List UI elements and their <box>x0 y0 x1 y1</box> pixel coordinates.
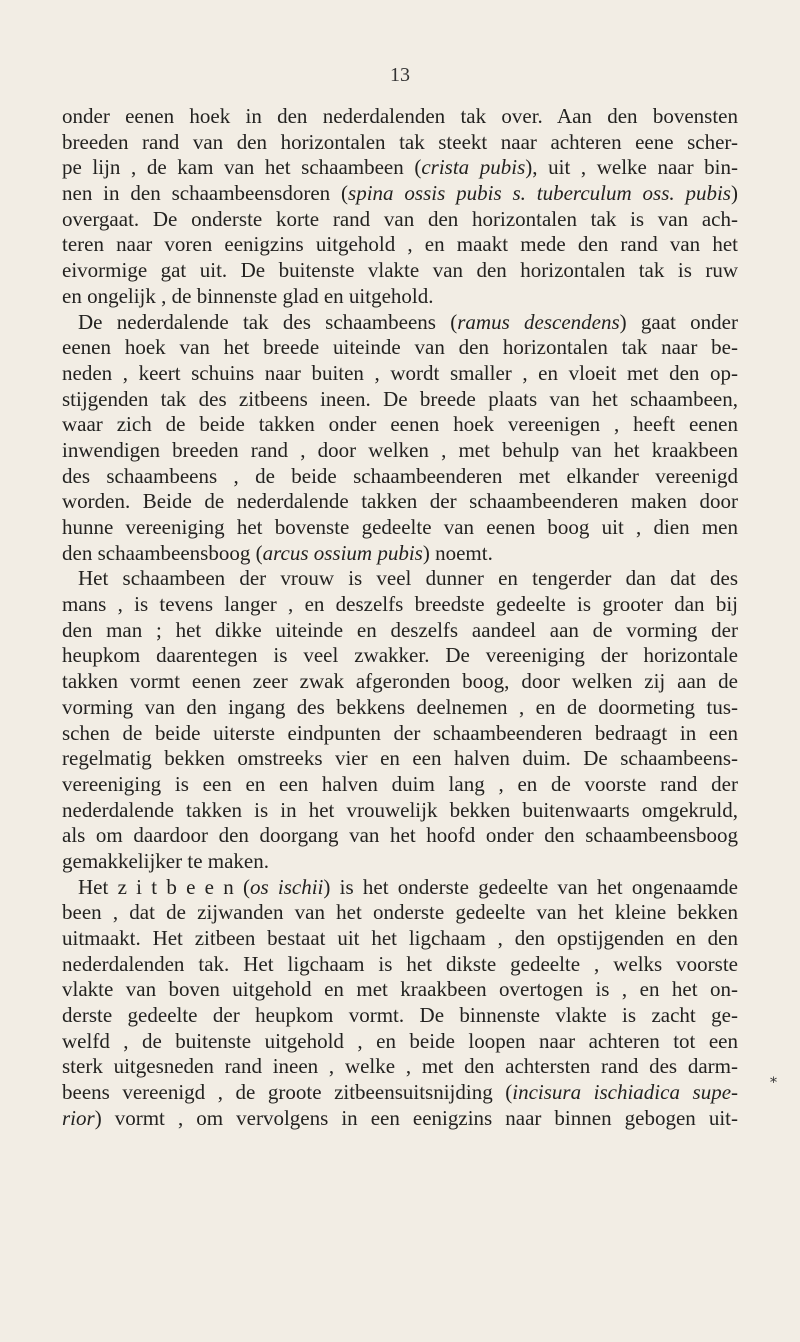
text-line <box>62 721 738 747</box>
text-line <box>62 181 738 207</box>
body-text <box>62 104 738 1132</box>
text-segment: hunne vereeniging het bovenste gedeelte van eenen boog uit , dien men <box>62 515 738 539</box>
text-line <box>62 412 738 438</box>
text-segment: den schaambeensboog ( <box>62 540 263 565</box>
text-line <box>62 746 738 772</box>
text-segment: des schaambeens , de beide schaambeenderen met elkander vereenigd <box>62 463 738 488</box>
text-line <box>62 335 738 361</box>
latin-term: incisura ischiadica supe- <box>512 1080 738 1105</box>
text-line <box>62 361 738 387</box>
text-segment: pe lijn , de kam van het schaambeen ( <box>62 155 422 180</box>
text-line <box>62 1029 738 1055</box>
text-segment: welfd , de buitenste uitgehold , en beide loopen naar achteren tot een <box>62 1028 738 1053</box>
text-segment: ) <box>730 181 738 206</box>
text-line <box>62 232 738 258</box>
text-segment: takken vormt eenen zeer zwak afgeronden boog, door welken zij aan de <box>62 669 738 694</box>
text-line <box>62 104 738 130</box>
text-line <box>62 1080 738 1106</box>
text-line <box>62 695 738 721</box>
text-line <box>62 541 738 567</box>
text-segment: De nederdalende tak des schaambeens ( <box>78 309 458 334</box>
text-segment: vorming van den ingang des bekkens deelnemen , en de doormeting tus- <box>62 694 738 719</box>
text-line <box>62 387 738 413</box>
text-segment: been , dat de zijwanden van het onderste gedeelte van het kleine bekken <box>62 900 738 925</box>
text-line <box>62 566 738 592</box>
text-line <box>62 952 738 978</box>
text-line <box>62 1054 738 1080</box>
text-line <box>62 155 738 181</box>
text-line <box>62 900 738 926</box>
text-segment: sterk uitgesneden rand ineen , welke , met den achtersten rand des darm- <box>62 1054 738 1079</box>
text-line <box>62 130 738 156</box>
text-segment: inwendigen breeden rand , door welken , met behulp van het kraakbeen <box>62 437 738 462</box>
text-segment: heupkom daarentegen is veel zwakker. De vereeniging der horizontale <box>62 643 738 668</box>
text-segment: Het schaambeen der vrouw is veel dunner en tengerder dan dat des <box>78 566 738 591</box>
text-segment: den man ; het dikke uiteinde en deszelfs aandeel aan de vorming der <box>62 617 738 642</box>
page-number: 13 <box>390 64 410 86</box>
text-segment: onder eenen hoek in den nederdalenden tak over. Aan den bovensten <box>62 104 738 128</box>
text-segment: waar zich de beide takken onder eenen hoek vereenigen , heeft eenen <box>62 412 738 437</box>
text-line <box>62 207 738 233</box>
text-segment: stijgenden tak des zitbeens ineen. De breede plaats van het schaambeen, <box>62 386 738 411</box>
text-segment: worden. Beide de nederdalende takken der schaambeenderen maken door <box>62 489 738 514</box>
latin-term: crista pubis <box>421 155 526 180</box>
text-line <box>62 618 738 644</box>
text-line <box>62 515 738 541</box>
text-line <box>62 926 738 952</box>
text-line <box>62 798 738 824</box>
text-segment: ), uit , welke naar bin- <box>525 155 738 180</box>
text-segment: overgaat. De onderste korte rand van den horizontalen tak is van ach- <box>62 206 738 231</box>
text-line <box>62 849 738 875</box>
text-segment: ) gaat onder <box>619 309 738 334</box>
text-segment: nederdalende takken is in het vrouwelijk bekken buitenwaarts omgekruld, <box>62 797 738 822</box>
text-line <box>62 310 738 336</box>
text-line <box>62 464 738 490</box>
text-line <box>62 875 738 901</box>
text-segment: uitmaakt. Het zitbeen bestaat uit het ligchaam , den opstijgenden en den <box>62 926 738 950</box>
text-segment: beens vereenigd , de groote zitbeensuitsnijding ( <box>62 1080 513 1105</box>
text-segment: regelmatig bekken omstreeks vier en een halven duim. De schaambeens- <box>62 746 738 771</box>
text-line <box>62 669 738 695</box>
text-segment: ) is het onderste gedeelte van het ongenaamde <box>323 874 738 899</box>
text-line <box>62 643 738 669</box>
text-line <box>62 489 738 515</box>
text-line <box>62 1003 738 1029</box>
latin-term: os ischii <box>249 874 324 899</box>
text-segment: breeden rand van den horizontalen tak steekt naar achteren eene scher- <box>62 129 738 154</box>
text-line <box>62 592 738 618</box>
text-line <box>62 823 738 849</box>
text-line <box>62 438 738 464</box>
text-segment: neden , keert schuins naar buiten , wordt smaller , en vloeit met den op- <box>62 360 738 385</box>
text-segment: vlakte van boven uitgehold en met kraakbeen overtogen is , en het on- <box>62 977 738 1002</box>
latin-term: rior <box>62 1105 95 1130</box>
text-line <box>62 1106 738 1132</box>
text-segment: nederdalenden tak. Het ligchaam is het dikste gedeelte , welks voorste <box>62 951 738 976</box>
text-segment: en ongelijk , de binnenste glad en uitgehold. <box>62 283 434 308</box>
text-line <box>62 772 738 798</box>
text-segment: eenen hoek van het breede uiteinde van den horizontalen tak naar be- <box>62 335 738 360</box>
text-segment: gemakkelijker te maken. <box>62 848 269 873</box>
text-line <box>62 284 738 310</box>
text-segment: vereeniging is een en een halven duim lang , en de voorste rand der <box>62 771 738 796</box>
text-line <box>62 258 738 284</box>
text-segment: ) noemt. <box>422 540 493 565</box>
text-segment: als om daardoor den doorgang van het hoofd onder den schaambeensboog <box>62 823 738 848</box>
text-segment: eivormige gat uit. De buitenste vlakte van den horizontalen tak is ruw <box>62 258 738 283</box>
latin-term: spina ossis pubis s. tuberculum oss. pubis <box>348 181 731 206</box>
margin-mark: * <box>770 1075 777 1091</box>
latin-term: arcus ossium pubis <box>262 540 423 565</box>
text-segment: mans , is tevens langer , en deszelfs breedste gedeelte is grooter dan bij <box>62 592 738 617</box>
text-line <box>62 977 738 1003</box>
text-segment: derste gedeelte der heupkom vormt. De binnenste vlakte is zacht ge- <box>62 1003 738 1028</box>
latin-term: ramus descendens <box>457 309 620 334</box>
text-segment: schen de beide uiterste eindpunten der schaambeenderen bedraagt in een <box>62 720 738 745</box>
text-segment: ) vormt , om vervolgens in een eenigzins naar binnen gebogen uit- <box>94 1105 738 1130</box>
text-segment: teren naar voren eenigzins uitgehold , en maakt mede den rand van het <box>62 232 738 257</box>
text-segment: Het z i t b e e n ( <box>78 874 250 899</box>
text-segment: nen in den schaambeensdoren ( <box>62 181 349 206</box>
